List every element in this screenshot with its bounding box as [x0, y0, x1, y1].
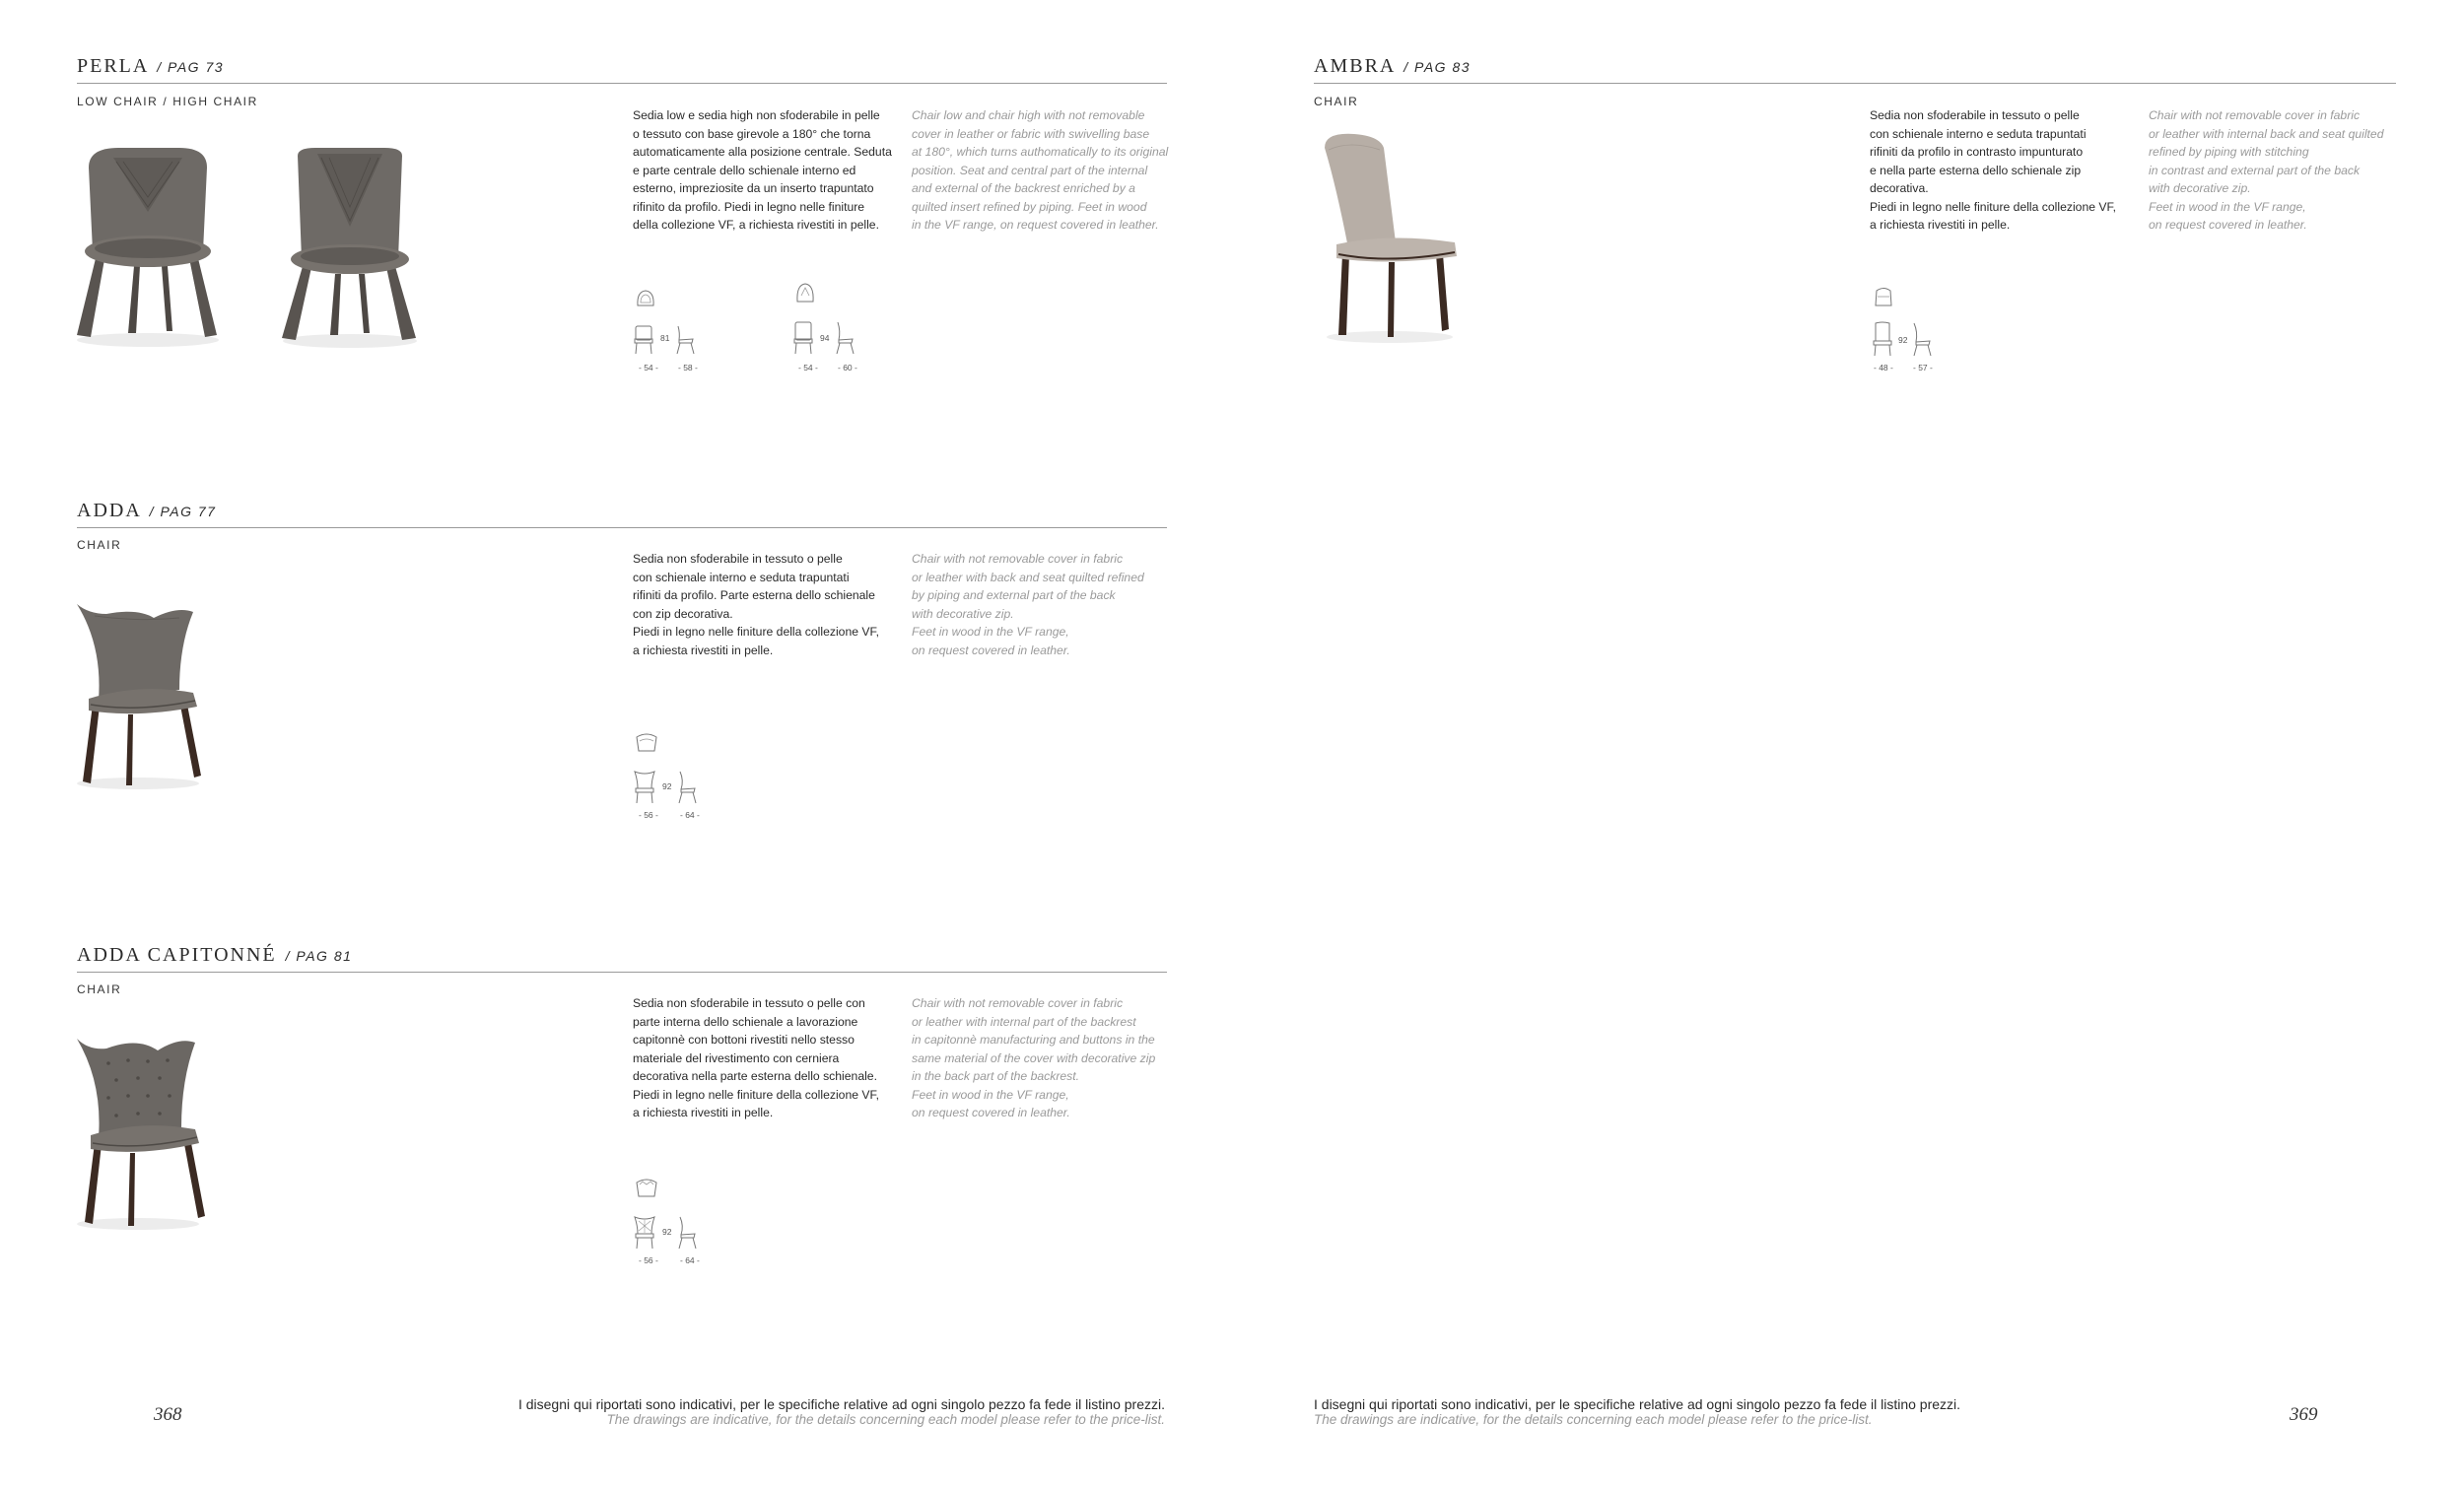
- divider: [77, 972, 1167, 973]
- height-dimension: 92: [1898, 335, 1908, 345]
- product-title: ADDA / PAG 77: [77, 500, 217, 521]
- width-dimension: - 54 -: [639, 363, 658, 372]
- height-dimension: 94: [820, 333, 830, 343]
- technical-drawing: [631, 1175, 710, 1265]
- description-english: Chair low and chair high with not removable cover in leather or fabric with swivelling base at 180°, which turns authomatically to its original position. Seat and central part of the internal and external of the backrest enriched by a quilted insert refined by piping. Feet in wood in the VF range, on request covered in leather.: [912, 108, 1169, 232]
- front-view-icon: [1872, 321, 1893, 357]
- front-view-icon: [792, 321, 814, 355]
- side-view-icon: [674, 325, 696, 355]
- depth-dimension: - 64 -: [680, 810, 700, 820]
- top-view-icon: [635, 288, 656, 309]
- technical-drawing: [631, 286, 710, 374]
- width-dimension: - 48 -: [1874, 363, 1893, 372]
- divider: [77, 527, 1167, 528]
- divider: [1314, 83, 2396, 84]
- height-dimension: 92: [662, 781, 672, 791]
- width-dimension: - 56 -: [639, 810, 658, 820]
- depth-dimension: - 60 -: [838, 363, 857, 372]
- product-title: PERLA / PAG 73: [77, 55, 225, 77]
- top-view-icon: [1874, 286, 1893, 307]
- front-view-icon: [633, 325, 654, 355]
- depth-dimension: - 58 -: [678, 363, 698, 372]
- product-subtitle: CHAIR: [1314, 95, 1359, 108]
- depth-dimension: - 64 -: [680, 1255, 700, 1265]
- depth-dimension: - 57 -: [1913, 363, 1933, 372]
- description-italian: Sedia non sfoderabile in tessuto o pelle con parte interna dello schienale a lavorazione capitonnè con bottoni rivestiti nello stesso materiale del rivestimento con cerniera decorativa nella parte esterna dello schienale. Piedi in legno nelle finiture della collezione VF, a richiesta rivestiti in pelle.: [633, 996, 879, 1119]
- description-italian: Sedia non sfoderabile in tessuto o pelle con schienale interno e seduta trapuntati rifiniti da profilo in contrasto impunturato e nella parte esterna dello schienale zip decorativa. Piedi in legno nelle finiture della collezione VF, a richiesta rivestiti in pelle.: [1870, 108, 2116, 232]
- page-number-left: 368: [154, 1404, 182, 1425]
- top-view-icon: [794, 282, 816, 305]
- description-english: Chair with not removable cover in fabric or leather with internal part of the backrest in capitonnè manufacturing and buttons in the same material of the cover with decorative zip in the back part of the backrest. Feet in wood in the VF range, on request covered in leather.: [912, 996, 1156, 1119]
- page-number-right: 369: [2290, 1404, 2318, 1425]
- side-view-icon: [676, 1216, 698, 1250]
- product-title: ADDA CAPITONNÉ / PAG 81: [77, 944, 353, 966]
- disclaimer-left: I disegni qui riportati sono indicativi, per le specifiche relative ad ogni singolo pezzo fa fede il listino prezzi. The drawings are indicative, for the details concerning each model please refer to the price-list.: [517, 1396, 1165, 1427]
- description-italian: Sedia non sfoderabile in tessuto o pelle con schienale interno e seduta trapuntati rifiniti da profilo. Parte esterna dello schienale con zip decorativa. Piedi in legno nelle finiture della collezione VF, a richiesta rivestiti in pelle.: [633, 552, 879, 657]
- side-view-icon: [676, 771, 698, 804]
- divider: [77, 83, 1167, 84]
- product-title: AMBRA / PAG 83: [1314, 55, 1472, 77]
- front-view-icon: [633, 771, 656, 804]
- perla-low-chair-image: [69, 138, 227, 350]
- description-italian: Sedia low e sedia high non sfoderabile in pelle o tessuto con base girevole a 180° che torna automaticamente alla posizione centrale. Seduta e parte centrale dello schienale interno ed esterno, impreziosite da un inserto trapuntato rifinito da profilo. Piedi in legno nelle finiture della collezione VF, a richiesta rivestiti in pelle.: [633, 108, 892, 232]
- adda-chair-image: [69, 596, 217, 793]
- disclaimer-right: I disegni qui riportati sono indicativi, per le specifiche relative ad ogni singolo pezzo fa fede il listino prezzi. The drawings are indicative, for the details concerning each model please refer to the price-list.: [1314, 1396, 1961, 1427]
- product-subtitle: CHAIR: [77, 538, 122, 552]
- description-english: Chair with not removable cover in fabric or leather with internal back and seat quilted refined by piping with stitching in contrast and external part of the back with decorative zip. Feet in wood in the VF range, on request covered in leather.: [2149, 108, 2384, 232]
- top-view-icon: [635, 731, 658, 753]
- technical-drawing: [790, 280, 869, 374]
- side-view-icon: [1911, 321, 1933, 357]
- perla-high-chair-image: [276, 146, 424, 351]
- ambra-chair-image: [1311, 128, 1469, 347]
- height-dimension: 81: [660, 333, 670, 343]
- height-dimension: 92: [662, 1227, 672, 1237]
- product-subtitle: CHAIR: [77, 982, 122, 996]
- technical-drawing: [1870, 284, 1945, 374]
- side-view-icon: [834, 321, 856, 355]
- product-subtitle: LOW CHAIR / HIGH CHAIR: [77, 95, 258, 108]
- technical-drawing: [631, 729, 710, 820]
- top-view-icon: [635, 1177, 658, 1198]
- adda-capitonne-chair-image: [69, 1029, 217, 1236]
- width-dimension: - 54 -: [798, 363, 818, 372]
- width-dimension: - 56 -: [639, 1255, 658, 1265]
- front-view-icon: [633, 1216, 656, 1250]
- description-english: Chair with not removable cover in fabric or leather with back and seat quilted refined by piping and external part of the back with decorative zip. Feet in wood in the VF range, on request covered in leather.: [912, 552, 1144, 657]
